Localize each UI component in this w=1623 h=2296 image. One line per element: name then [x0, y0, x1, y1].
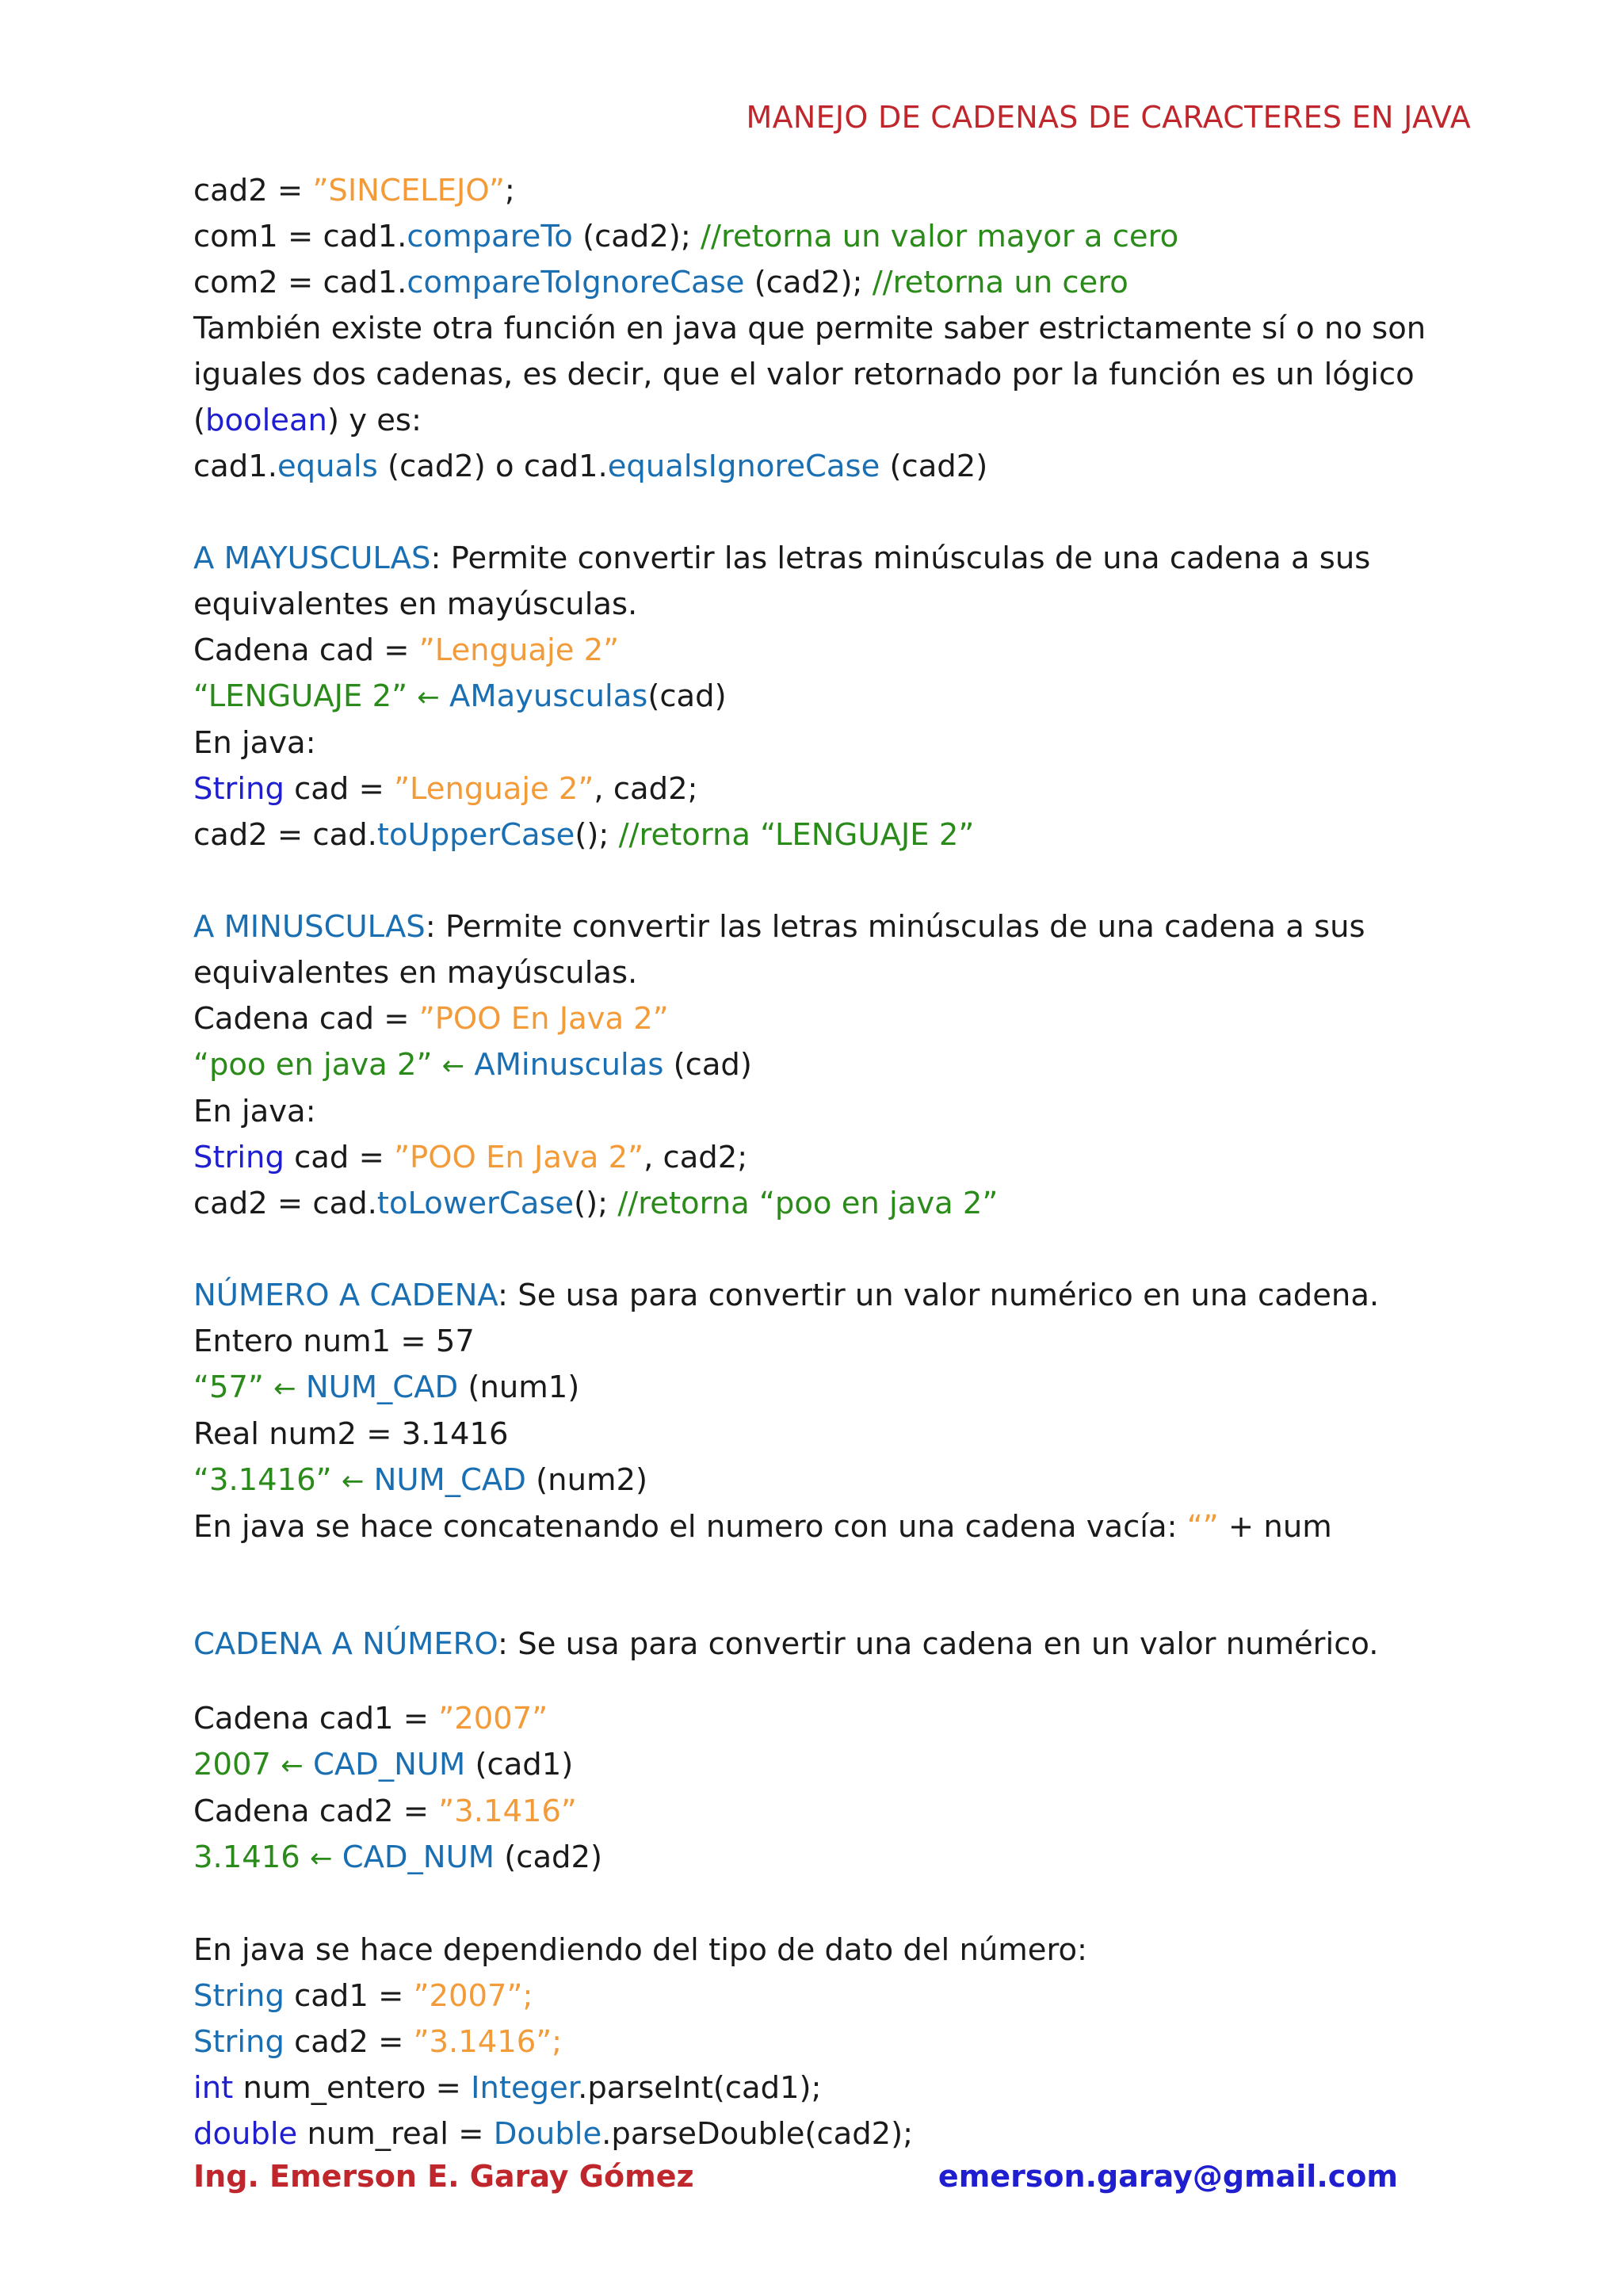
author-name: Ing. Emerson E. Garay Gómez [193, 2159, 694, 2194]
code-line: String cad1 = ”2007”; [193, 1978, 533, 2014]
text-line: En java: [193, 725, 316, 761]
code-line: Cadena cad = ”Lenguaje 2” [193, 632, 620, 668]
section-title: NÚMERO A CADENA [193, 1278, 498, 1313]
code-line: Cadena cad2 = ”3.1416” [193, 1794, 577, 1829]
code-line: String cad = ”POO En Java 2”, cad2; [193, 1140, 748, 1175]
arrow-left-icon: ← [273, 1373, 296, 1404]
text-line: Real num2 = 3.1416 [193, 1416, 509, 1452]
text-line: En java se hace dependiendo del tipo de dato del número: [193, 1932, 1087, 1968]
arrow-left-icon: ← [441, 1050, 465, 1082]
section-title: CADENA A NÚMERO [193, 1626, 498, 1662]
code-line: int num_entero = Integer.parseInt(cad1); [193, 2070, 822, 2106]
document-body [193, 168, 1493, 2157]
code-line: “57” ← NUM_CAD (num1) [193, 1370, 580, 1405]
code-line: cad1.equals (cad2) o cad1.equalsIgnoreCase (cad2) [193, 449, 988, 484]
page-header: MANEJO DE CADENAS DE CARACTERES EN JAVA [746, 100, 1471, 135]
arrow-left-icon: ← [309, 1843, 333, 1874]
code-line: Cadena cad = ”POO En Java 2” [193, 1001, 669, 1037]
text-line: En java: [193, 1094, 316, 1129]
code-line: 2007 ← CAD_NUM (cad1) [193, 1747, 574, 1782]
text-line: En java se hace concatenando el numero con una cadena vacía: “” + num [193, 1509, 1332, 1545]
code-line: cad2 = cad.toLowerCase(); //retorna “poo en java 2” [193, 1186, 999, 1221]
code-line: “poo en java 2” ← AMinusculas (cad) [193, 1047, 752, 1083]
code-line: Cadena cad1 = ”2007” [193, 1701, 548, 1736]
code-line: “3.1416” ← NUM_CAD (num2) [193, 1462, 647, 1498]
arrow-left-icon: ← [417, 682, 440, 713]
section-mayusculas: A MAYUSCULAS: Permite convertir las letras minúsculas de una cadena a sus equivalentes en mayúsculas. [193, 541, 1371, 622]
paragraph: También existe otra función en java que permite saber estrictamente sí o no son iguales dos cadenas, es decir, que el valor retornado por la función es un lógico (boolean) y es: [193, 311, 1426, 438]
code-line: String cad2 = ”3.1416”; [193, 2024, 563, 2060]
code-line: 3.1416 ← CAD_NUM (cad2) [193, 1839, 602, 1875]
text-line: Entero num1 = 57 [193, 1324, 475, 1359]
section-title: A MAYUSCULAS [193, 541, 431, 576]
code-line: com2 = cad1.compareToIgnoreCase (cad2); //retorna un cero [193, 265, 1128, 300]
section-minusculas: A MINUSCULAS: Permite convertir las letras minúsculas de una cadena a sus equivalentes en mayúsculas. [193, 909, 1365, 991]
code-line: com1 = cad1.compareTo (cad2); //retorna un valor mayor a cero [193, 219, 1179, 254]
section-numero-a-cadena: NÚMERO A CADENA: Se usa para convertir un valor numérico en una cadena. [193, 1278, 1380, 1313]
section-cadena-a-numero: CADENA A NÚMERO: Se usa para convertir una cadena en un valor numérico. [193, 1626, 1379, 1662]
code-line: String cad = ”Lenguaje 2”, cad2; [193, 771, 698, 807]
arrow-left-icon: ← [341, 1465, 365, 1497]
page-footer [193, 2159, 1398, 2194]
arrow-left-icon: ← [281, 1750, 304, 1782]
code-line: “LENGUAJE 2” ← AMayusculas(cad) [193, 678, 727, 714]
author-email: emerson.garay@gmail.com [938, 2159, 1398, 2194]
code-line: cad2 = cad.toUpperCase(); //retorna “LENGUAJE 2” [193, 817, 975, 853]
code-line: cad2 = ”SINCELEJO”; [193, 173, 515, 208]
code-line: double num_real = Double.parseDouble(cad2); [193, 2116, 914, 2152]
section-title: A MINUSCULAS [193, 909, 426, 945]
